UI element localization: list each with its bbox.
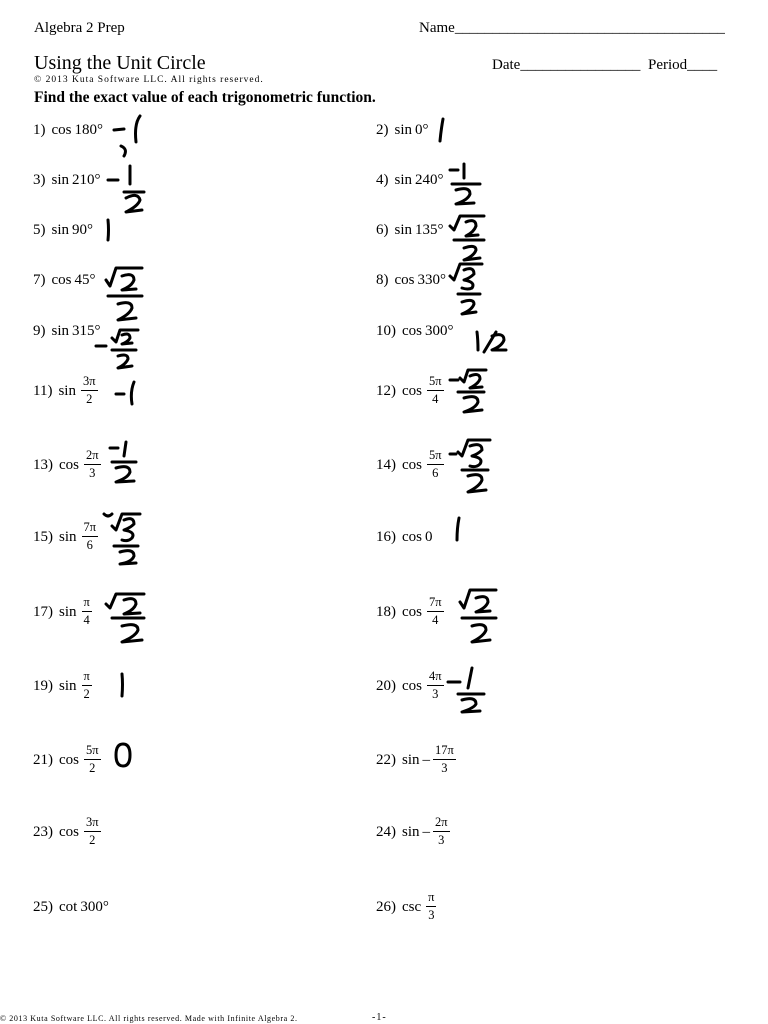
fraction-denominator: 3 bbox=[89, 466, 96, 480]
problem-number: 21) bbox=[33, 751, 53, 768]
angle-fraction bbox=[427, 449, 444, 481]
fraction-numerator: π bbox=[426, 891, 436, 907]
footer-copyright: © 2013 Kuta Software LLC. All rights reserved. Made with Infinite Algebra 2. bbox=[0, 1014, 298, 1023]
copyright-notice: © 2013 Kuta Software LLC. All rights reserved. bbox=[34, 75, 264, 85]
fraction-denominator: 4 bbox=[432, 392, 439, 406]
problem-21 bbox=[33, 740, 103, 780]
trig-function: cos bbox=[51, 271, 72, 288]
handwritten-answer-3 bbox=[104, 142, 152, 212]
problem-number: 7) bbox=[33, 271, 46, 288]
trig-function: cos bbox=[402, 603, 422, 620]
angle-value: 300° bbox=[425, 322, 454, 339]
problem-number: 18) bbox=[376, 603, 396, 620]
problem-18 bbox=[376, 592, 446, 632]
angle-value: 240° bbox=[415, 171, 444, 188]
angle-value: 210° bbox=[72, 171, 101, 188]
angle-fraction bbox=[82, 596, 92, 628]
problem-number: 17) bbox=[33, 603, 53, 620]
problem-number: 3) bbox=[33, 171, 46, 188]
handwritten-answer-16 bbox=[450, 514, 466, 544]
problem-14 bbox=[376, 445, 446, 485]
handwritten-answer-21 bbox=[112, 740, 134, 770]
fraction-numerator: 2π bbox=[433, 816, 450, 832]
problem-12 bbox=[376, 371, 446, 411]
angle-value: 90° bbox=[72, 221, 94, 238]
fraction-denominator: 6 bbox=[432, 466, 439, 480]
problem-9 bbox=[33, 311, 101, 351]
fraction-denominator: 3 bbox=[428, 908, 435, 922]
trig-function: sin bbox=[59, 603, 77, 620]
fraction-numerator: 5π bbox=[427, 375, 444, 391]
fraction-denominator: 2 bbox=[83, 687, 90, 701]
trig-function: cos bbox=[402, 677, 422, 694]
instructions: Find the exact value of each trigonometric function. bbox=[34, 89, 376, 106]
problem-1 bbox=[33, 110, 103, 150]
fraction-numerator: 3π bbox=[81, 375, 98, 391]
fraction-numerator: 7π bbox=[427, 596, 444, 612]
fraction-denominator: 4 bbox=[432, 613, 439, 627]
problem-5 bbox=[33, 210, 93, 250]
problem-number: 9) bbox=[33, 322, 46, 339]
trig-function: cos bbox=[402, 528, 422, 545]
angle-fraction bbox=[427, 670, 444, 702]
problem-24 bbox=[376, 812, 452, 852]
problem-7 bbox=[33, 260, 96, 300]
fraction-denominator: 3 bbox=[438, 833, 445, 847]
date-field-label: Date________________ bbox=[492, 57, 641, 73]
trig-function: cos bbox=[59, 823, 79, 840]
problem-10 bbox=[376, 311, 454, 351]
handwritten-answer-12 bbox=[448, 366, 490, 414]
angle-fraction bbox=[427, 596, 444, 628]
fraction-numerator: 5π bbox=[427, 449, 444, 465]
angle-value: 135° bbox=[415, 221, 444, 238]
angle-value: 180° bbox=[74, 121, 103, 138]
fraction-numerator: 2π bbox=[84, 449, 101, 465]
angle-value: 0° bbox=[415, 121, 429, 138]
trig-function: cos bbox=[59, 456, 79, 473]
handwritten-answer-17 bbox=[104, 588, 150, 644]
handwritten-answer-1 bbox=[110, 112, 150, 146]
problem-4 bbox=[376, 160, 444, 200]
fraction-denominator: 2 bbox=[86, 392, 93, 406]
name-field-label: Name____________________________________ bbox=[419, 20, 725, 36]
problem-number: 6) bbox=[376, 221, 389, 238]
fraction-numerator: π bbox=[82, 670, 92, 686]
handwritten-answer-4 bbox=[446, 160, 486, 206]
problem-2 bbox=[376, 110, 429, 150]
problem-25 bbox=[33, 887, 109, 927]
handwritten-answer-10 bbox=[472, 328, 508, 354]
problem-number: 1) bbox=[33, 121, 46, 138]
trig-function: sin bbox=[59, 528, 77, 545]
course-name: Algebra 2 Prep bbox=[34, 20, 125, 36]
problem-11 bbox=[33, 371, 100, 411]
problem-number: 13) bbox=[33, 456, 53, 473]
problem-number: 24) bbox=[376, 823, 396, 840]
trig-function: sin bbox=[51, 322, 70, 339]
fraction-denominator: 3 bbox=[441, 761, 448, 775]
angle-value: 315° bbox=[72, 322, 101, 339]
problem-26 bbox=[376, 887, 438, 927]
trig-function: cos bbox=[402, 322, 422, 339]
problem-number: 26) bbox=[376, 898, 396, 915]
problem-6 bbox=[376, 210, 444, 250]
problem-number: 2) bbox=[376, 121, 389, 138]
fraction-denominator: 4 bbox=[83, 613, 90, 627]
angle-fraction bbox=[433, 816, 450, 848]
fraction-denominator: 2 bbox=[89, 833, 96, 847]
negative-sign: – bbox=[422, 751, 431, 768]
problem-number: 5) bbox=[33, 221, 46, 238]
handwritten-answer-7 bbox=[104, 262, 146, 322]
angle-fraction bbox=[84, 816, 101, 848]
handwritten-answer-20 bbox=[444, 664, 488, 714]
trig-function: sin bbox=[402, 823, 420, 840]
problem-number: 15) bbox=[33, 528, 53, 545]
angle-fraction bbox=[81, 375, 98, 407]
fraction-numerator: 4π bbox=[427, 670, 444, 686]
problem-20 bbox=[376, 666, 446, 706]
trig-function: cos bbox=[402, 456, 422, 473]
handwritten-answer-15 bbox=[102, 508, 144, 566]
problem-3 bbox=[33, 160, 101, 200]
trig-function: sin bbox=[59, 677, 77, 694]
fraction-numerator: 17π bbox=[433, 744, 456, 760]
handwritten-answer-11 bbox=[112, 378, 140, 408]
angle-fraction bbox=[84, 449, 101, 481]
angle-fraction bbox=[427, 375, 444, 407]
problem-number: 8) bbox=[376, 271, 389, 288]
fraction-denominator: 2 bbox=[89, 761, 96, 775]
problem-15 bbox=[33, 517, 100, 557]
problem-number: 22) bbox=[376, 751, 396, 768]
handwritten-answer-5 bbox=[100, 216, 116, 244]
problem-23 bbox=[33, 812, 103, 852]
problem-number: 25) bbox=[33, 898, 53, 915]
fraction-numerator: π bbox=[82, 596, 92, 612]
problem-13 bbox=[33, 445, 103, 485]
trig-function: sin bbox=[402, 751, 420, 768]
problem-17 bbox=[33, 592, 94, 632]
trig-function: cos bbox=[394, 271, 415, 288]
problem-number: 4) bbox=[376, 171, 389, 188]
fraction-numerator: 5π bbox=[84, 744, 101, 760]
trig-function: cos bbox=[59, 751, 79, 768]
handwritten-answer-6 bbox=[448, 210, 488, 262]
trig-function: cot bbox=[59, 898, 78, 915]
fraction-numerator: 3π bbox=[84, 816, 101, 832]
trig-function: sin bbox=[51, 171, 70, 188]
worksheet-title: Using the Unit Circle bbox=[34, 52, 206, 74]
trig-function: sin bbox=[51, 221, 70, 238]
handwritten-answer-8 bbox=[448, 260, 488, 316]
angle-value: 330° bbox=[417, 271, 446, 288]
problem-16 bbox=[376, 517, 433, 557]
angle-fraction bbox=[433, 744, 456, 776]
fraction-numerator: 7π bbox=[82, 521, 99, 537]
angle-fraction bbox=[84, 744, 101, 776]
problem-number: 20) bbox=[376, 677, 396, 694]
problem-number: 14) bbox=[376, 456, 396, 473]
period-field-label: Period____ bbox=[648, 57, 718, 73]
trig-function: cos bbox=[402, 382, 422, 399]
problem-22 bbox=[376, 740, 458, 780]
angle-value: 300° bbox=[80, 898, 109, 915]
problem-8 bbox=[376, 260, 446, 300]
problem-number: 23) bbox=[33, 823, 53, 840]
trig-function: sin bbox=[394, 121, 413, 138]
angle-fraction bbox=[82, 521, 99, 553]
angle-fraction bbox=[426, 891, 436, 923]
negative-sign: – bbox=[422, 823, 431, 840]
problem-number: 10) bbox=[376, 322, 396, 339]
problem-number: 16) bbox=[376, 528, 396, 545]
trig-function: csc bbox=[402, 898, 422, 915]
fraction-denominator: 6 bbox=[86, 538, 93, 552]
problem-number: 12) bbox=[376, 382, 396, 399]
handwritten-answer-9 bbox=[92, 326, 144, 370]
fraction-denominator: 3 bbox=[432, 687, 439, 701]
trig-function: sin bbox=[58, 382, 76, 399]
problem-19 bbox=[33, 666, 94, 706]
page-number: -1- bbox=[372, 1012, 387, 1023]
handwritten-answer-13 bbox=[106, 438, 140, 484]
trig-function: cos bbox=[51, 121, 72, 138]
problem-number: 11) bbox=[33, 382, 53, 399]
handwritten-answer-2 bbox=[432, 116, 452, 144]
trig-function: sin bbox=[394, 171, 413, 188]
handwritten-answer-14 bbox=[448, 436, 494, 494]
handwritten-answer-18 bbox=[458, 584, 500, 644]
trig-function: sin bbox=[394, 221, 413, 238]
handwritten-answer-19 bbox=[114, 670, 130, 700]
angle-value: 0 bbox=[425, 528, 433, 545]
angle-value: 45° bbox=[74, 271, 96, 288]
problem-number: 19) bbox=[33, 677, 53, 694]
angle-fraction bbox=[82, 670, 92, 702]
